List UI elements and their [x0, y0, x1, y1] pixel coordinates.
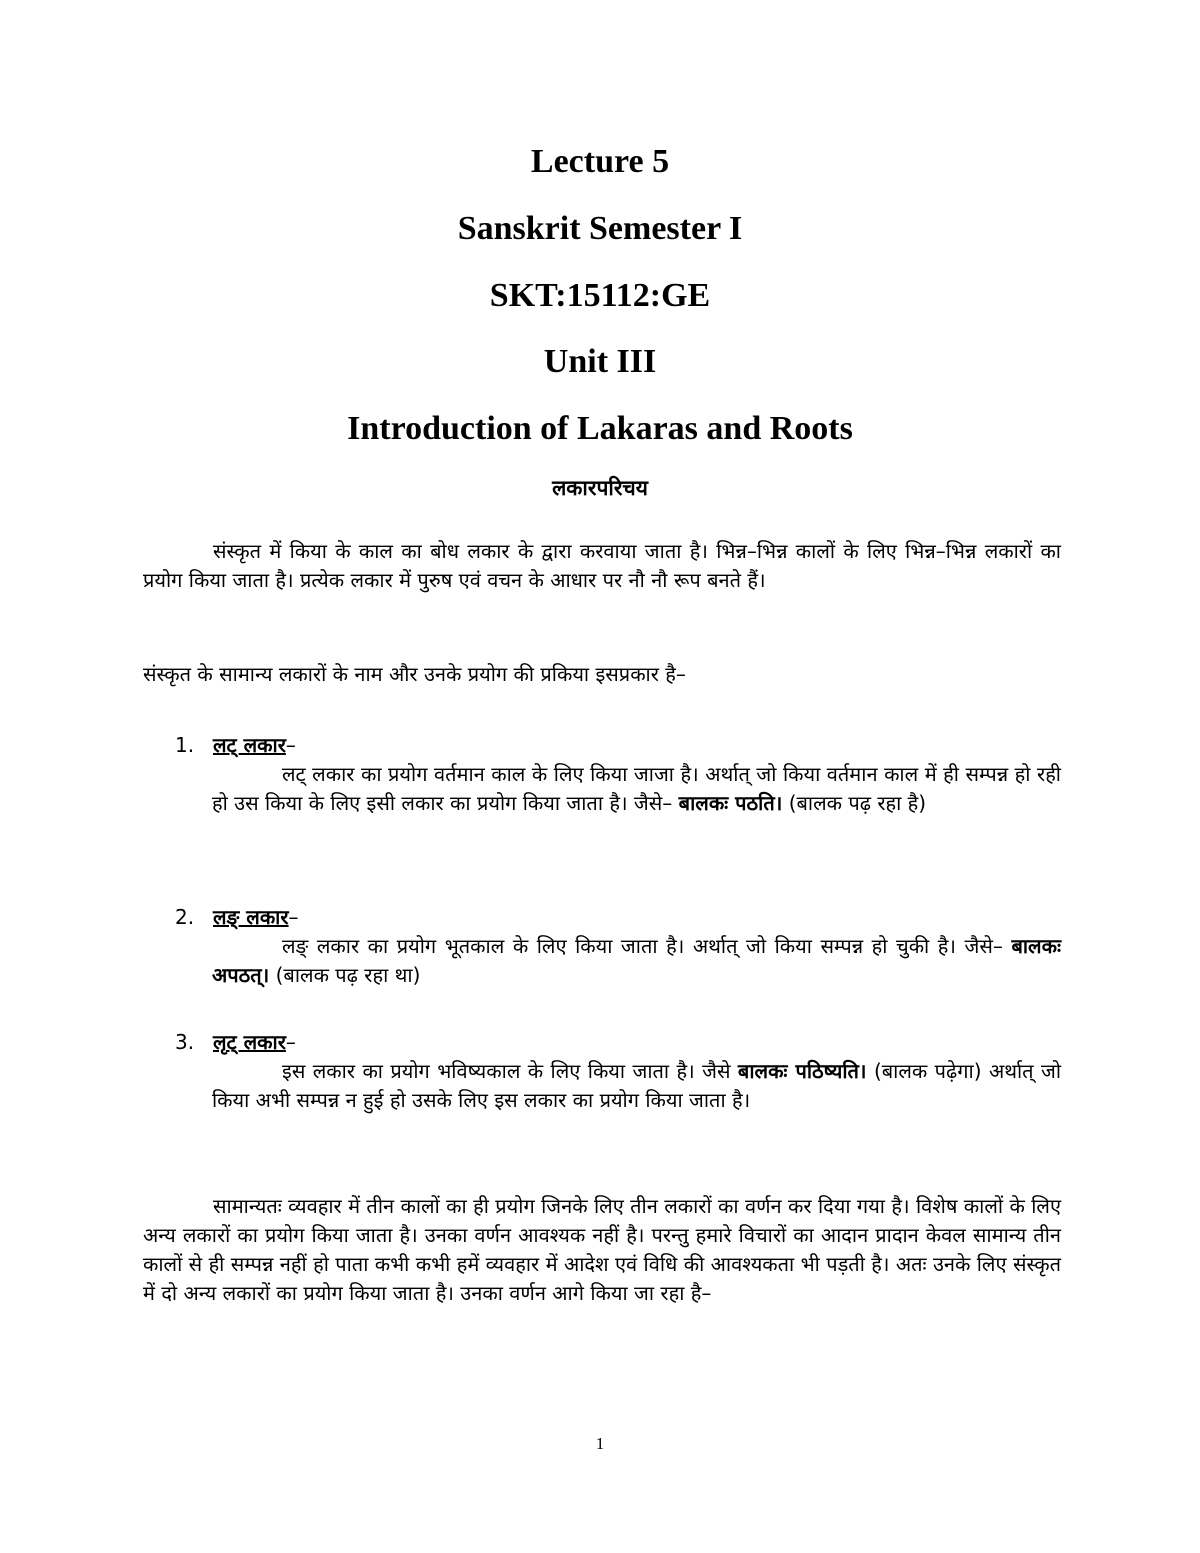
- item-text: अर्थात् जो किया सम्पन्न हो चुकी है। जैसे–: [692, 934, 1003, 958]
- lakara-item-lat: [175, 731, 1061, 818]
- item-body: [212, 760, 1061, 818]
- item-title: [175, 731, 1061, 760]
- item-text: अर्थात् जो किया वर्तमान काल में ही सम्पन्न हो रही हो उस किया के लिए इसी लकार का प्रयोग किया जाता है। जैसे–: [212, 762, 1061, 815]
- item-number: 3.: [175, 1030, 195, 1054]
- item-name: लट् लकार: [213, 733, 286, 757]
- item-name: लृट् लकार: [213, 1030, 286, 1054]
- item-number: 1.: [175, 733, 195, 757]
- course-title: Sanskrit Semester I: [457, 210, 743, 247]
- item-example: बालकः अपठत्।: [212, 934, 1061, 987]
- item-name: लङ् लकार: [213, 905, 289, 929]
- closing-paragraph: सामान्यतः व्यवहार में तीन कालों का ही प्रयोग जिनके लिए तीन लकारों का वर्णन कर दिया गया है। विशेष कालों के लिए अन्य लकारों का प्रयोग किया जाता है। उनका वर्णन आवश्यक नहीं है। परन्तु हमारे विचारों का आदान प्रादान केवल सामान्य तीन कालों से ही सम्पन्न नहीं हो पाता कभी कभी हमें व्यवहार में आदेश एवं विधि की आवश्यकता भी पड़ती है। अतः उनके लिए संस्कृत में दो अन्य लकारों का प्रयोग किया जाता है। उनका वर्णन आगे किया जा रहा है–: [143, 1194, 1061, 1305]
- section-subheading: लकारपरिचय: [552, 476, 648, 500]
- item-number: 2.: [175, 905, 195, 929]
- item-title: [175, 903, 1061, 932]
- topic-title: Introduction of Lakaras and Roots: [347, 410, 853, 447]
- lakara-item-lan: [175, 903, 1061, 990]
- course-code: SKT:15112:GE: [489, 277, 711, 314]
- item-first-line: लङ् लकार का प्रयोग भूतकाल के लिए किया जाता है।: [282, 934, 685, 958]
- lakara-item-lrt: [175, 1028, 1061, 1115]
- intro-paragraph: संस्कृत में किया के काल का बोध लकार के द्वारा करवाया जाता है। भिन्न–भिन्न कालों के लिए भिन्न–भिन्न लकारों का प्रयोग किया जाता है। प्रत्येक लकार में पुरुष एवं वचन के आधार पर नौ नौ रूप बनते हैं।: [143, 539, 1061, 592]
- item-translation: (बालक पढ़ रहा है): [788, 791, 927, 815]
- item-dash: –: [285, 1030, 296, 1054]
- item-dash: –: [285, 733, 296, 757]
- item-body: [212, 932, 1061, 990]
- item-first-line: इस लकार का प्रयोग भविष्यकाल के लिए किया जाता है। जैसे: [282, 1059, 731, 1083]
- unit-title: Unit III: [543, 343, 657, 380]
- item-title: [175, 1028, 1061, 1057]
- item-first-line: लट् लकार का प्रयोग वर्तमान काल के लिए किया जाजा है।: [282, 762, 699, 786]
- item-example: बालकः पठति।: [678, 791, 783, 815]
- item-example: बालकः पठिष्यति।: [737, 1059, 867, 1083]
- item-text: (बालक पढ़ेगा) अर्थात् जो किया अभी सम्पन्न न हुई हो उसके लिए इस लकार का प्रयोग किया जाता है।: [212, 1059, 1062, 1112]
- lecture-title: Lecture 5: [530, 143, 670, 180]
- item-body: [212, 1057, 1061, 1115]
- lead-line: संस्कृत के सामान्य लकारों के नाम और उनके प्रयोग की प्रकिया इसप्रकार है–: [143, 662, 686, 686]
- item-translation: (बालक पढ़ रहा था): [275, 963, 421, 987]
- item-dash: –: [288, 905, 299, 929]
- page-number: 1: [595, 1434, 605, 1453]
